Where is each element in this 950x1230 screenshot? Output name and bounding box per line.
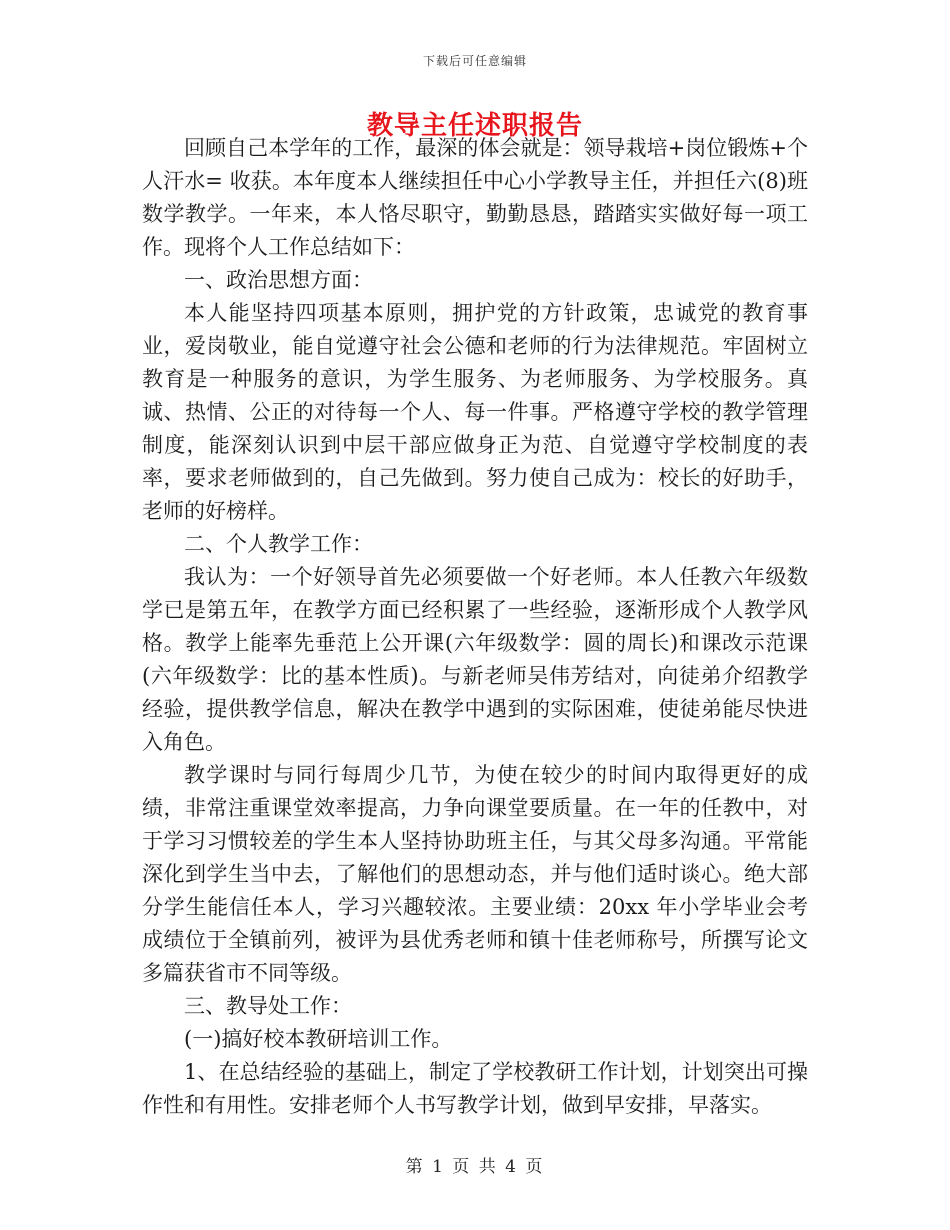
paragraph-intro: 回顾自己本学年的工作，最深的体会就是：领导栽培+岗位锻炼+个人汗水= 收获。本年度本人继续担任中心小学教导主任，并担任六(8)班数学教学。一年来，本人恪尽职守，勤勤恳恳，踏踏实实做好每一项工作。现将个人工作总结如下： <box>142 136 808 259</box>
paragraph-research-1: 1、在总结经验的基础上，制定了学校教研工作计划，计划突出可操作性和有用性。安排老师个人书写教学计划，做到早安排，早落实。 <box>142 1060 808 1117</box>
subsection-heading-research: (一)搞好校本教研培训工作。 <box>184 1027 453 1051</box>
page-footer: 第 1 页 共 4 页 <box>405 1157 545 1177</box>
paragraph-teaching-2: 教学课时与同行每周少几节，为使在较少的时间内取得更好的成绩，非常注重课堂效率提高，力争向课堂要质量。在一年的任教中，对于学习习惯较差的学生本人坚持协助班主任，与其父母多沟通。平常能深化到学生当中去，了解他们的思想动态，并与他们适时谈心。绝大部分学生能信任本人，学习兴趣较浓。主要业绩：20xx 年小学毕业会考成绩位于全镇前列，被评为县优秀老师和镇十佳老师称号，所撰写论文多篇获省市不同等级。 <box>142 763 808 985</box>
paragraph-teaching-1: 我认为：一个好领导首先必须要做一个好老师。本人任教六年级数学已是第五年，在教学方面已经积累了一些经验，逐渐形成个人教学风格。教学上能率先垂范上公开课(六年级数学：圆的周长)和课改示范课(六年级数学：比的基本性质)。与新老师吴伟芳结对，向徒弟介绍教学经验，提供教学信息，解决在教学中遇到的实际困难，使徒弟能尽快进入角色。 <box>142 565 808 754</box>
section-heading-teaching: 二、个人教学工作： <box>184 532 373 556</box>
document-title: 教导主任述职报告 <box>366 111 583 141</box>
header-note: 下载后可任意编辑 <box>422 54 527 68</box>
paragraph-political: 本人能坚持四项基本原则，拥护党的方针政策，忠诚党的教育事业，爱岗敬业，能自觉遵守社会公德和老师的行为法律规范。牢固树立教育是一种服务的意识，为学生服务、为老师服务、为学校服务。真诚、热情、公正的对待每一个人、每一件事。严格遵守学校的教学管理制度，能深刻认识到中层干部应做身正为范、自觉遵守学校制度的表率，要求老师做到的，自己先做到。努力使自己成为：校长的好助手，老师的好榜样。 <box>142 301 808 523</box>
section-heading-political: 一、政治思想方面： <box>184 268 373 292</box>
section-heading-office: 三、教导处工作： <box>184 994 352 1018</box>
document-body <box>142 132 808 1122</box>
